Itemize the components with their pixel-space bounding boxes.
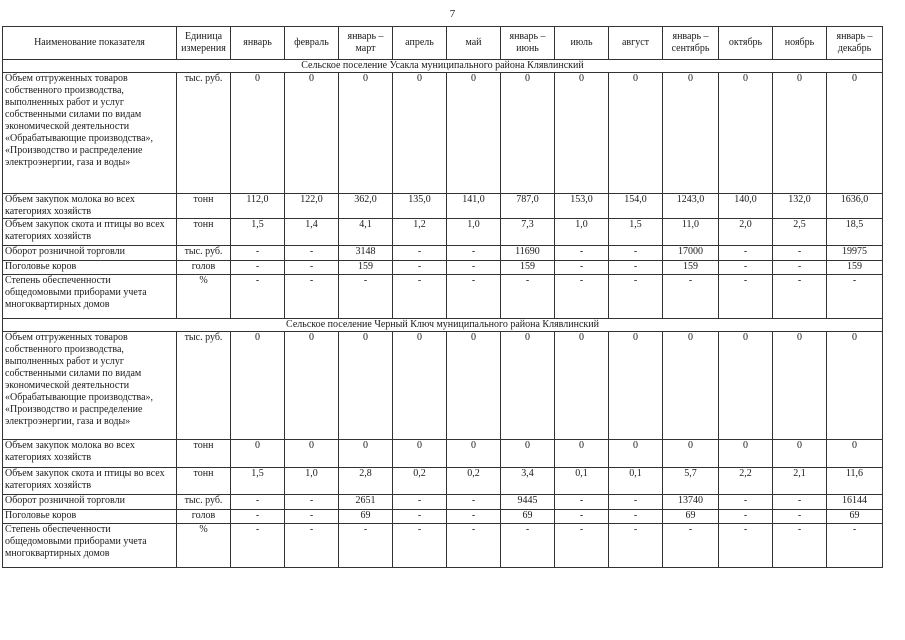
value-cell: - — [609, 246, 663, 261]
indicator-name-cell: Объем отгруженных товаров собственного производства, выполненных работ и услуг собственными силами по видам экономической деятельности «Обрабатывающие производства», «Производство и распределение электроэнергии, газа и воды» — [3, 332, 177, 440]
value-cell: 0 — [827, 440, 883, 468]
column-header-period: апрель — [393, 27, 447, 60]
value-cell: 122,0 — [285, 194, 339, 219]
value-cell: - — [663, 275, 719, 319]
value-cell: 0 — [447, 440, 501, 468]
value-cell: - — [231, 524, 285, 568]
indicator-name-cell: Поголовье коров — [3, 261, 177, 275]
value-cell: 0 — [447, 73, 501, 194]
value-cell: - — [447, 510, 501, 524]
value-cell: 0 — [393, 332, 447, 440]
column-header-period: январь – июнь — [501, 27, 555, 60]
section-header-row — [3, 319, 883, 332]
value-cell: - — [447, 246, 501, 261]
indicator-name-cell: Объем закупок скота и птицы во всех категориях хозяйств — [3, 219, 177, 246]
value-cell: - — [447, 275, 501, 319]
table-row — [3, 495, 883, 510]
value-cell: 1636,0 — [827, 194, 883, 219]
value-cell: 0 — [555, 440, 609, 468]
unit-cell: тонн — [177, 194, 231, 219]
value-cell: 1,0 — [447, 219, 501, 246]
value-cell: 69 — [501, 510, 555, 524]
value-cell: - — [555, 510, 609, 524]
value-cell: 2,1 — [773, 468, 827, 495]
indicator-name-cell: Объем закупок молока во всех категориях хозяйств — [3, 440, 177, 468]
column-header-indicator: Наименование показателя — [3, 27, 177, 60]
column-header-period: февраль — [285, 27, 339, 60]
unit-cell: тонн — [177, 440, 231, 468]
unit-cell: тыс. руб. — [177, 73, 231, 194]
value-cell: 11690 — [501, 246, 555, 261]
table-row — [3, 524, 883, 568]
unit-cell: тыс. руб. — [177, 246, 231, 261]
value-cell: - — [827, 524, 883, 568]
indicator-name-cell: Оборот розничной торговли — [3, 246, 177, 261]
column-header-period: январь – декабрь — [827, 27, 883, 60]
value-cell: - — [339, 275, 393, 319]
value-cell: 159 — [827, 261, 883, 275]
value-cell: 11,0 — [663, 219, 719, 246]
value-cell: - — [609, 524, 663, 568]
value-cell: 0 — [393, 73, 447, 194]
unit-cell: тонн — [177, 468, 231, 495]
value-cell: - — [719, 510, 773, 524]
value-cell: 0 — [663, 73, 719, 194]
value-cell: 0 — [773, 332, 827, 440]
value-cell: 0 — [663, 332, 719, 440]
column-header-period: январь – сентябрь — [663, 27, 719, 60]
unit-cell: % — [177, 524, 231, 568]
value-cell: - — [609, 510, 663, 524]
column-header-period: январь — [231, 27, 285, 60]
value-cell: 5,7 — [663, 468, 719, 495]
value-cell: - — [827, 275, 883, 319]
value-cell: 0 — [609, 440, 663, 468]
unit-cell: голов — [177, 510, 231, 524]
value-cell: 3,4 — [501, 468, 555, 495]
column-header-period: октябрь — [719, 27, 773, 60]
value-cell: 0 — [501, 332, 555, 440]
value-cell: 11,6 — [827, 468, 883, 495]
value-cell: 0 — [719, 440, 773, 468]
indicator-name-cell: Степень обеспеченности общедомовыми приборами учета многоквартирных домов — [3, 275, 177, 319]
table-body — [3, 60, 883, 568]
value-cell: - — [555, 524, 609, 568]
value-cell: 154,0 — [609, 194, 663, 219]
value-cell: - — [393, 275, 447, 319]
value-cell: 0 — [773, 440, 827, 468]
table-row — [3, 219, 883, 246]
value-cell: 0 — [555, 73, 609, 194]
value-cell: 1,5 — [609, 219, 663, 246]
value-cell: 0 — [827, 332, 883, 440]
value-cell: - — [773, 524, 827, 568]
value-cell: - — [773, 495, 827, 510]
indicator-name-cell: Степень обеспеченности общедомовыми приборами учета многоквартирных домов — [3, 524, 177, 568]
value-cell: 2,5 — [773, 219, 827, 246]
value-cell: - — [501, 275, 555, 319]
column-header-period: ноябрь — [773, 27, 827, 60]
value-cell: 7,3 — [501, 219, 555, 246]
table-row — [3, 332, 883, 440]
value-cell: 0 — [285, 73, 339, 194]
value-cell: 1,5 — [231, 219, 285, 246]
value-cell: 153,0 — [555, 194, 609, 219]
column-header-period: август — [609, 27, 663, 60]
value-cell: - — [285, 524, 339, 568]
value-cell: 0,2 — [393, 468, 447, 495]
value-cell: 3148 — [339, 246, 393, 261]
value-cell: - — [231, 495, 285, 510]
value-cell: 4,1 — [339, 219, 393, 246]
value-cell: 16144 — [827, 495, 883, 510]
value-cell: 159 — [501, 261, 555, 275]
value-cell: 0 — [339, 332, 393, 440]
unit-cell: тыс. руб. — [177, 495, 231, 510]
column-header-period: июль — [555, 27, 609, 60]
indicator-name-cell: Объем закупок скота и птицы во всех категориях хозяйств — [3, 468, 177, 495]
value-cell: 0 — [285, 332, 339, 440]
value-cell: - — [663, 524, 719, 568]
value-cell: 0,2 — [447, 468, 501, 495]
value-cell: - — [231, 246, 285, 261]
value-cell: 0,1 — [555, 468, 609, 495]
value-cell: 0 — [663, 440, 719, 468]
value-cell: 132,0 — [773, 194, 827, 219]
value-cell: - — [393, 261, 447, 275]
value-cell: 18,5 — [827, 219, 883, 246]
value-cell: 0 — [393, 440, 447, 468]
unit-cell: % — [177, 275, 231, 319]
value-cell: 0 — [555, 332, 609, 440]
unit-cell: тонн — [177, 219, 231, 246]
indicator-table — [2, 26, 883, 568]
value-cell: 787,0 — [501, 194, 555, 219]
value-cell: - — [719, 495, 773, 510]
table-row — [3, 440, 883, 468]
value-cell: - — [555, 275, 609, 319]
page-number: 7 — [449, 8, 456, 20]
section-title: Сельское поселение Черный Ключ муниципального района Клявлинский — [3, 319, 883, 332]
value-cell: 0 — [609, 73, 663, 194]
table-row — [3, 246, 883, 261]
table-row — [3, 275, 883, 319]
value-cell: 1,0 — [555, 219, 609, 246]
value-cell: - — [447, 495, 501, 510]
value-cell: 0 — [501, 73, 555, 194]
indicator-name-cell: Поголовье коров — [3, 510, 177, 524]
value-cell: 0 — [231, 73, 285, 194]
value-cell: - — [285, 246, 339, 261]
value-cell: - — [719, 524, 773, 568]
value-cell: 2,0 — [719, 219, 773, 246]
value-cell: - — [609, 495, 663, 510]
value-cell: - — [231, 510, 285, 524]
value-cell: - — [719, 275, 773, 319]
unit-cell: тыс. руб. — [177, 332, 231, 440]
value-cell: - — [501, 524, 555, 568]
value-cell: 1,4 — [285, 219, 339, 246]
value-cell: 0 — [339, 73, 393, 194]
value-cell: 0 — [773, 73, 827, 194]
value-cell: - — [285, 510, 339, 524]
value-cell: - — [231, 261, 285, 275]
value-cell: - — [393, 524, 447, 568]
value-cell: 141,0 — [447, 194, 501, 219]
table-row — [3, 510, 883, 524]
table-header — [3, 27, 883, 60]
value-cell: - — [285, 261, 339, 275]
value-cell: 1,0 — [285, 468, 339, 495]
value-cell: - — [773, 261, 827, 275]
indicator-name-cell: Объем закупок молока во всех категориях хозяйств — [3, 194, 177, 219]
value-cell: 0 — [285, 440, 339, 468]
value-cell: 69 — [827, 510, 883, 524]
value-cell: 159 — [339, 261, 393, 275]
value-cell: - — [339, 524, 393, 568]
value-cell: - — [447, 524, 501, 568]
section-title: Сельское поселение Усакла муниципального района Клявлинский — [3, 60, 883, 73]
value-cell: 112,0 — [231, 194, 285, 219]
table-row — [3, 73, 883, 194]
value-cell: - — [285, 275, 339, 319]
value-cell: 140,0 — [719, 194, 773, 219]
value-cell: 2,8 — [339, 468, 393, 495]
column-header-period: январь – март — [339, 27, 393, 60]
value-cell: - — [773, 246, 827, 261]
value-cell: 9445 — [501, 495, 555, 510]
value-cell: 2,2 — [719, 468, 773, 495]
value-cell: 19975 — [827, 246, 883, 261]
value-cell: - — [609, 275, 663, 319]
value-cell: 1,5 — [231, 468, 285, 495]
column-header-period: май — [447, 27, 501, 60]
unit-cell: голов — [177, 261, 231, 275]
header-row — [3, 27, 883, 60]
value-cell: 2651 — [339, 495, 393, 510]
value-cell: 362,0 — [339, 194, 393, 219]
value-cell: 0 — [231, 332, 285, 440]
value-cell: 159 — [663, 261, 719, 275]
value-cell: 0 — [609, 332, 663, 440]
value-cell: - — [773, 275, 827, 319]
column-header-unit: Единица измерения — [177, 27, 231, 60]
value-cell: - — [555, 495, 609, 510]
value-cell: 0,1 — [609, 468, 663, 495]
value-cell: - — [555, 261, 609, 275]
value-cell: 0 — [447, 332, 501, 440]
value-cell: 135,0 — [393, 194, 447, 219]
value-cell: 69 — [339, 510, 393, 524]
value-cell: 0 — [827, 73, 883, 194]
value-cell: 0 — [339, 440, 393, 468]
value-cell: 0 — [501, 440, 555, 468]
value-cell: - — [393, 495, 447, 510]
value-cell: - — [231, 275, 285, 319]
value-cell: - — [285, 495, 339, 510]
value-cell: - — [555, 246, 609, 261]
section-header-row — [3, 60, 883, 73]
value-cell: 1,2 — [393, 219, 447, 246]
value-cell: - — [773, 510, 827, 524]
value-cell: 0 — [719, 332, 773, 440]
value-cell: 17000 — [663, 246, 719, 261]
table-row — [3, 194, 883, 219]
value-cell: - — [719, 246, 773, 261]
indicator-name-cell: Оборот розничной торговли — [3, 495, 177, 510]
value-cell: 0 — [719, 73, 773, 194]
value-cell: - — [393, 510, 447, 524]
value-cell: - — [719, 261, 773, 275]
value-cell: - — [609, 261, 663, 275]
value-cell: 13740 — [663, 495, 719, 510]
table-row — [3, 468, 883, 495]
value-cell: - — [393, 246, 447, 261]
value-cell: 1243,0 — [663, 194, 719, 219]
indicator-name-cell: Объем отгруженных товаров собственного производства, выполненных работ и услуг собственными силами по видам экономической деятельности «Обрабатывающие производства», «Производство и распределение электроэнергии, газа и воды» — [3, 73, 177, 194]
value-cell: 69 — [663, 510, 719, 524]
value-cell: 0 — [231, 440, 285, 468]
value-cell: - — [447, 261, 501, 275]
table-row — [3, 261, 883, 275]
